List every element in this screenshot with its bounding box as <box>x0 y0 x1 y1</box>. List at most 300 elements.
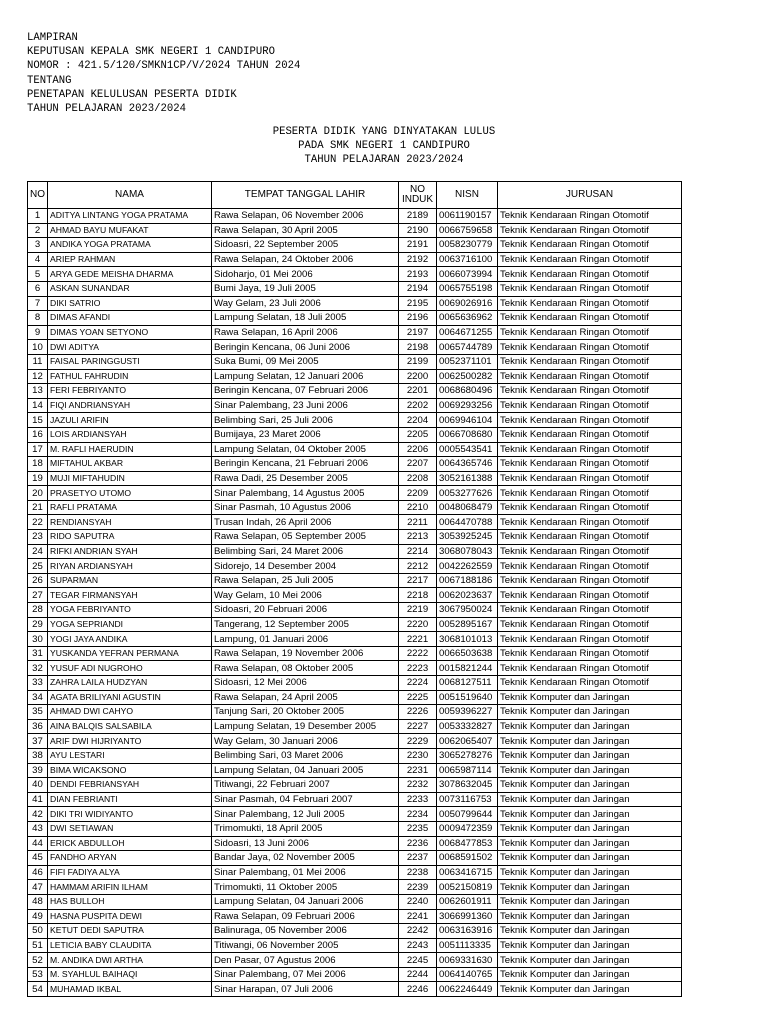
table-row <box>28 734 682 749</box>
cell-no: 22 <box>28 515 48 530</box>
cell-jurusan: Teknik Kendaraan Ringan Otomotif <box>498 252 682 267</box>
header-nisn: NISN <box>437 182 498 209</box>
cell-jurusan: Teknik Kendaraan Ringan Otomotif <box>498 325 682 340</box>
cell-nisn: 0068591502 <box>437 851 498 866</box>
cell-jurusan: Teknik Kendaraan Ringan Otomotif <box>498 632 682 647</box>
cell-tempat-tanggal-lahir: Sidoasri, 22 September 2005 <box>212 238 399 253</box>
cell-no: 6 <box>28 281 48 296</box>
cell-tempat-tanggal-lahir: Lampung Selatan, 04 Januari 2006 <box>212 894 399 909</box>
cell-no-induk: 2194 <box>399 281 437 296</box>
table-row <box>28 719 682 734</box>
cell-nisn: 0069331630 <box>437 953 498 968</box>
cell-jurusan: Teknik Kendaraan Ringan Otomotif <box>498 238 682 253</box>
cell-nisn: 0052895167 <box>437 617 498 632</box>
cell-tempat-tanggal-lahir: Sinar Harapan, 07 Juli 2006 <box>212 982 399 997</box>
table-row <box>28 676 682 691</box>
cell-tempat-tanggal-lahir: Belimbing Sari, 24 Maret 2006 <box>212 544 399 559</box>
cell-nama: JAZULI ARIFIN <box>48 413 212 428</box>
cell-jurusan: Teknik Komputer dan Jaringan <box>498 967 682 982</box>
cell-tempat-tanggal-lahir: Sinar Pasmah, 10 Agustus 2006 <box>212 500 399 515</box>
cell-tempat-tanggal-lahir: Tangerang, 12 September 2005 <box>212 617 399 632</box>
cell-nisn: 3068101013 <box>437 632 498 647</box>
cell-tempat-tanggal-lahir: Sidoharjo, 01 Mei 2006 <box>212 267 399 282</box>
cell-nama: ERICK ABDULLOH <box>48 836 212 851</box>
cell-jurusan: Teknik Kendaraan Ringan Otomotif <box>498 573 682 588</box>
cell-no: 40 <box>28 778 48 793</box>
cell-tempat-tanggal-lahir: Sinar Palembang, 01 Mei 2006 <box>212 865 399 880</box>
cell-nisn: 0065636962 <box>437 311 498 326</box>
cell-no: 38 <box>28 748 48 763</box>
cell-no-induk: 2193 <box>399 267 437 282</box>
table-row <box>28 209 682 224</box>
cell-nama: RAFLI PRATAMA <box>48 500 212 515</box>
cell-no-induk: 2213 <box>399 530 437 545</box>
table-row <box>28 953 682 968</box>
cell-no: 1 <box>28 209 48 224</box>
cell-nama: FAISAL PARINGGUSTI <box>48 354 212 369</box>
cell-nisn: 0068127511 <box>437 676 498 691</box>
cell-jurusan: Teknik Komputer dan Jaringan <box>498 938 682 953</box>
cell-no-induk: 2189 <box>399 209 437 224</box>
cell-jurusan: Teknik Kendaraan Ringan Otomotif <box>498 646 682 661</box>
cell-nama: YOGA FEBRIYANTO <box>48 603 212 618</box>
cell-nisn: 0062601911 <box>437 894 498 909</box>
table-row <box>28 354 682 369</box>
cell-no: 19 <box>28 471 48 486</box>
cell-no: 54 <box>28 982 48 997</box>
cell-nisn: 0062246449 <box>437 982 498 997</box>
cell-nama: HASNA PUSPITA DEWI <box>48 909 212 924</box>
cell-nisn: 3065278276 <box>437 748 498 763</box>
cell-nama: KETUT DEDI SAPUTRA <box>48 924 212 939</box>
cell-no-induk: 2232 <box>399 778 437 793</box>
cell-nisn: 3078632045 <box>437 778 498 793</box>
table-row <box>28 544 682 559</box>
cell-no-induk: 2239 <box>399 880 437 895</box>
table-row <box>28 515 682 530</box>
cell-no-induk: 2211 <box>399 515 437 530</box>
cell-nisn: 3068078043 <box>437 544 498 559</box>
cell-nama: HAMMAM ARIFIN ILHAM <box>48 880 212 895</box>
cell-no-induk: 2223 <box>399 661 437 676</box>
cell-nama: RIYAN ARDIANSYAH <box>48 559 212 574</box>
cell-nisn: 0053277626 <box>437 486 498 501</box>
cell-no-induk: 2217 <box>399 573 437 588</box>
table-row <box>28 632 682 647</box>
table-row <box>28 530 682 545</box>
cell-jurusan: Teknik Komputer dan Jaringan <box>498 909 682 924</box>
table-row <box>28 427 682 442</box>
cell-no-induk: 2229 <box>399 734 437 749</box>
cell-no-induk: 2191 <box>399 238 437 253</box>
cell-tempat-tanggal-lahir: Lampung Selatan, 04 Oktober 2005 <box>212 442 399 457</box>
cell-jurusan: Teknik Kendaraan Ringan Otomotif <box>498 603 682 618</box>
cell-no: 5 <box>28 267 48 282</box>
cell-no-induk: 2221 <box>399 632 437 647</box>
cell-nama: YUSKANDA YEFRAN PERMANA <box>48 646 212 661</box>
cell-no-induk: 2201 <box>399 384 437 399</box>
cell-jurusan: Teknik Kendaraan Ringan Otomotif <box>498 369 682 384</box>
cell-jurusan: Teknik Kendaraan Ringan Otomotif <box>498 398 682 413</box>
cell-nama: BIMA WICAKSONO <box>48 763 212 778</box>
cell-jurusan: Teknik Kendaraan Ringan Otomotif <box>498 296 682 311</box>
graduates-table <box>27 181 682 997</box>
cell-jurusan: Teknik Kendaraan Ringan Otomotif <box>498 588 682 603</box>
cell-jurusan: Teknik Komputer dan Jaringan <box>498 894 682 909</box>
cell-no-induk: 2205 <box>399 427 437 442</box>
header-lampiran: LAMPIRAN <box>27 32 78 44</box>
cell-no: 44 <box>28 836 48 851</box>
cell-nisn: 3053925245 <box>437 530 498 545</box>
cell-tempat-tanggal-lahir: Titiwangi, 22 Februari 2007 <box>212 778 399 793</box>
cell-no-induk: 2197 <box>399 325 437 340</box>
table-row <box>28 807 682 822</box>
cell-tempat-tanggal-lahir: Lampung, 01 Januari 2006 <box>212 632 399 647</box>
cell-jurusan: Teknik Kendaraan Ringan Otomotif <box>498 486 682 501</box>
cell-nisn: 0052150819 <box>437 880 498 895</box>
cell-no-induk: 2241 <box>399 909 437 924</box>
cell-no: 10 <box>28 340 48 355</box>
cell-no-induk: 2244 <box>399 967 437 982</box>
table-row <box>28 661 682 676</box>
cell-nisn: 0066503638 <box>437 646 498 661</box>
cell-no-induk: 2199 <box>399 354 437 369</box>
cell-jurusan: Teknik Kendaraan Ringan Otomotif <box>498 617 682 632</box>
cell-no: 33 <box>28 676 48 691</box>
cell-nisn: 0052371101 <box>437 354 498 369</box>
table-row <box>28 851 682 866</box>
table-row <box>28 296 682 311</box>
cell-tempat-tanggal-lahir: Beringin Kencana, 06 Juni 2006 <box>212 340 399 355</box>
cell-no: 46 <box>28 865 48 880</box>
cell-tempat-tanggal-lahir: Bandar Jaya, 02 November 2005 <box>212 851 399 866</box>
cell-jurusan: Teknik Kendaraan Ringan Otomotif <box>498 530 682 545</box>
cell-no: 18 <box>28 457 48 472</box>
cell-no-induk: 2238 <box>399 865 437 880</box>
table-row <box>28 573 682 588</box>
cell-no-induk: 2227 <box>399 719 437 734</box>
cell-no: 31 <box>28 646 48 661</box>
table-row <box>28 281 682 296</box>
cell-no: 37 <box>28 734 48 749</box>
document-header <box>27 31 300 116</box>
cell-tempat-tanggal-lahir: Sidoasri, 12 Mei 2006 <box>212 676 399 691</box>
cell-no-induk: 2209 <box>399 486 437 501</box>
cell-nisn: 0069026916 <box>437 296 498 311</box>
cell-tempat-tanggal-lahir: Way Gelam, 30 Januari 2006 <box>212 734 399 749</box>
table-row <box>28 398 682 413</box>
cell-no: 47 <box>28 880 48 895</box>
header-no-induk-line1: NO <box>410 184 425 195</box>
cell-no-induk: 2195 <box>399 296 437 311</box>
cell-nama: DIKI SATRIO <box>48 296 212 311</box>
cell-no-induk: 2214 <box>399 544 437 559</box>
table-row <box>28 340 682 355</box>
cell-jurusan: Teknik Komputer dan Jaringan <box>498 924 682 939</box>
table-row <box>28 559 682 574</box>
cell-nama: FERI FEBRIYANTO <box>48 384 212 399</box>
cell-nisn: 0073116753 <box>437 792 498 807</box>
cell-nisn: 0066708680 <box>437 427 498 442</box>
cell-jurusan: Teknik Komputer dan Jaringan <box>498 836 682 851</box>
table-row <box>28 252 682 267</box>
cell-jurusan: Teknik Kendaraan Ringan Otomotif <box>498 354 682 369</box>
cell-no: 30 <box>28 632 48 647</box>
cell-tempat-tanggal-lahir: Lampung Selatan, 04 Januari 2005 <box>212 763 399 778</box>
table-row <box>28 238 682 253</box>
cell-jurusan: Teknik Komputer dan Jaringan <box>498 807 682 822</box>
cell-jurusan: Teknik Komputer dan Jaringan <box>498 851 682 866</box>
cell-jurusan: Teknik Kendaraan Ringan Otomotif <box>498 223 682 238</box>
cell-no-induk: 2212 <box>399 559 437 574</box>
cell-no-induk: 2206 <box>399 442 437 457</box>
cell-tempat-tanggal-lahir: Lampung Selatan, 19 Desember 2005 <box>212 719 399 734</box>
cell-jurusan: Teknik Komputer dan Jaringan <box>498 953 682 968</box>
cell-nama: YOGI JAYA ANDIKA <box>48 632 212 647</box>
cell-jurusan: Teknik Kendaraan Ringan Otomotif <box>498 311 682 326</box>
cell-jurusan: Teknik Kendaraan Ringan Otomotif <box>498 427 682 442</box>
cell-no: 9 <box>28 325 48 340</box>
cell-jurusan: Teknik Komputer dan Jaringan <box>498 880 682 895</box>
cell-nisn: 0062500282 <box>437 369 498 384</box>
cell-no-induk: 2204 <box>399 413 437 428</box>
cell-no: 50 <box>28 924 48 939</box>
cell-jurusan: Teknik Kendaraan Ringan Otomotif <box>498 559 682 574</box>
cell-nisn: 0059396227 <box>437 705 498 720</box>
table-row <box>28 967 682 982</box>
cell-tempat-tanggal-lahir: Trusan Indah, 26 April 2006 <box>212 515 399 530</box>
cell-jurusan: Teknik Komputer dan Jaringan <box>498 982 682 997</box>
cell-nama: ADITYA LINTANG YOGA PRATAMA <box>48 209 212 224</box>
cell-tempat-tanggal-lahir: Suka Bumi, 09 Mei 2005 <box>212 354 399 369</box>
cell-no: 36 <box>28 719 48 734</box>
cell-nisn: 0065755198 <box>437 281 498 296</box>
cell-nama: RIDO SAPUTRA <box>48 530 212 545</box>
cell-nama: YUSUF ADI NUGROHO <box>48 661 212 676</box>
cell-no: 12 <box>28 369 48 384</box>
table-header-row <box>28 182 682 209</box>
cell-jurusan: Teknik Komputer dan Jaringan <box>498 734 682 749</box>
cell-tempat-tanggal-lahir: Bumijaya, 23 Maret 2006 <box>212 427 399 442</box>
table-row <box>28 705 682 720</box>
cell-no-induk: 2196 <box>399 311 437 326</box>
cell-no: 16 <box>28 427 48 442</box>
header-year: TAHUN PELAJARAN 2023/2024 <box>27 103 186 116</box>
cell-no: 45 <box>28 851 48 866</box>
cell-tempat-tanggal-lahir: Belimbing Sari, 25 Juli 2006 <box>212 413 399 428</box>
cell-no-induk: 2233 <box>399 792 437 807</box>
cell-jurusan: Teknik Komputer dan Jaringan <box>498 690 682 705</box>
cell-jurusan: Teknik Kendaraan Ringan Otomotif <box>498 544 682 559</box>
cell-no: 21 <box>28 500 48 515</box>
cell-no: 25 <box>28 559 48 574</box>
cell-nisn: 0067188186 <box>437 573 498 588</box>
cell-nama: DENDI FEBRIANSYAH <box>48 778 212 793</box>
cell-tempat-tanggal-lahir: Trimomukti, 11 Oktober 2005 <box>212 880 399 895</box>
cell-no: 35 <box>28 705 48 720</box>
cell-jurusan: Teknik Kendaraan Ringan Otomotif <box>498 340 682 355</box>
title-line-1: PESERTA DIDIK YANG DINYATAKAN LULUS <box>272 126 496 138</box>
cell-nisn: 0050799644 <box>437 807 498 822</box>
cell-jurusan: Teknik Komputer dan Jaringan <box>498 865 682 880</box>
cell-nama: LOIS ARDIANSYAH <box>48 427 212 442</box>
cell-no-induk: 2235 <box>399 821 437 836</box>
cell-tempat-tanggal-lahir: Rawa Selapan, 25 Juli 2005 <box>212 573 399 588</box>
cell-tempat-tanggal-lahir: Sidorejo, 14 Desember 2004 <box>212 559 399 574</box>
cell-nama: MUHAMAD IKBAL <box>48 982 212 997</box>
cell-nama: FATHUL FAHRUDIN <box>48 369 212 384</box>
cell-nama: AHMAD BAYU MUFAKAT <box>48 223 212 238</box>
cell-nama: AHMAD DWI CAHYO <box>48 705 212 720</box>
cell-nama: PRASETYO UTOMO <box>48 486 212 501</box>
cell-tempat-tanggal-lahir: Den Pasar, 07 Agustus 2006 <box>212 953 399 968</box>
cell-tempat-tanggal-lahir: Belimbing Sari, 03 Maret 2006 <box>212 748 399 763</box>
cell-nama: M. ANDIKA DWI ARTHA <box>48 953 212 968</box>
cell-nama: DIKI TRI WIDIYANTO <box>48 807 212 822</box>
table-row <box>28 369 682 384</box>
cell-nisn: 3052161388 <box>437 471 498 486</box>
cell-nama: MIFTAHUL AKBAR <box>48 457 212 472</box>
table-row <box>28 500 682 515</box>
cell-no-induk: 2237 <box>399 851 437 866</box>
cell-jurusan: Teknik Kendaraan Ringan Otomotif <box>498 676 682 691</box>
cell-jurusan: Teknik Komputer dan Jaringan <box>498 821 682 836</box>
header-no: NO <box>28 182 48 209</box>
cell-jurusan: Teknik Kendaraan Ringan Otomotif <box>498 267 682 282</box>
cell-tempat-tanggal-lahir: Rawa Selapan, 16 April 2006 <box>212 325 399 340</box>
cell-nisn: 0068477853 <box>437 836 498 851</box>
cell-no: 7 <box>28 296 48 311</box>
cell-nama: ARIF DWI HIJRIYANTO <box>48 734 212 749</box>
cell-tempat-tanggal-lahir: Rawa Selapan, 24 Oktober 2006 <box>212 252 399 267</box>
cell-jurusan: Teknik Kendaraan Ringan Otomotif <box>498 384 682 399</box>
cell-tempat-tanggal-lahir: Way Gelam, 10 Mei 2006 <box>212 588 399 603</box>
cell-no: 51 <box>28 938 48 953</box>
header-no-induk-line2: INDUK <box>401 194 434 205</box>
cell-no-induk: 2243 <box>399 938 437 953</box>
cell-tempat-tanggal-lahir: Sidoasri, 20 Februari 2006 <box>212 603 399 618</box>
cell-no-induk: 2245 <box>399 953 437 968</box>
cell-nama: FANDHO ARYAN <box>48 851 212 866</box>
cell-no-induk: 2207 <box>399 457 437 472</box>
cell-nama: MUJI MIFTAHUDIN <box>48 471 212 486</box>
cell-nama: AINA BALQIS SALSABILA <box>48 719 212 734</box>
cell-nisn: 0066759658 <box>437 223 498 238</box>
cell-no-induk: 2202 <box>399 398 437 413</box>
cell-no-induk: 2200 <box>399 369 437 384</box>
cell-no-induk: 2219 <box>399 603 437 618</box>
table-row <box>28 471 682 486</box>
cell-no-induk: 2198 <box>399 340 437 355</box>
cell-tempat-tanggal-lahir: Lampung Selatan, 12 Januari 2006 <box>212 369 399 384</box>
cell-no: 53 <box>28 967 48 982</box>
cell-nisn: 0063716100 <box>437 252 498 267</box>
cell-nama: SUPARMAN <box>48 573 212 588</box>
table-row <box>28 311 682 326</box>
cell-nisn: 0064140765 <box>437 967 498 982</box>
cell-no: 39 <box>28 763 48 778</box>
cell-nisn: 3067950024 <box>437 603 498 618</box>
table-row <box>28 982 682 997</box>
cell-nama: FIFI FADIYA ALYA <box>48 865 212 880</box>
cell-no-induk: 2231 <box>399 763 437 778</box>
cell-no: 13 <box>28 384 48 399</box>
table-row <box>28 836 682 851</box>
cell-tempat-tanggal-lahir: Sinar Palembang, 23 Juni 2006 <box>212 398 399 413</box>
cell-no-induk: 2208 <box>399 471 437 486</box>
cell-no: 3 <box>28 238 48 253</box>
cell-nisn: 0064671255 <box>437 325 498 340</box>
cell-no: 15 <box>28 413 48 428</box>
table-body <box>28 209 682 997</box>
cell-no: 8 <box>28 311 48 326</box>
cell-nisn: 0066073994 <box>437 267 498 282</box>
cell-nama: ANDIKA YOGA PRATAMA <box>48 238 212 253</box>
table-row <box>28 938 682 953</box>
document-title <box>0 126 768 167</box>
cell-tempat-tanggal-lahir: Bumi Jaya, 19 Juli 2005 <box>212 281 399 296</box>
cell-nama: RENDIANSYAH <box>48 515 212 530</box>
table-row <box>28 646 682 661</box>
table-row <box>28 413 682 428</box>
table-row <box>28 924 682 939</box>
table-row <box>28 325 682 340</box>
cell-tempat-tanggal-lahir: Rawa Selapan, 08 Oktober 2005 <box>212 661 399 676</box>
cell-no: 32 <box>28 661 48 676</box>
cell-nisn: 0069293256 <box>437 398 498 413</box>
cell-nisn: 3066991360 <box>437 909 498 924</box>
cell-no: 24 <box>28 544 48 559</box>
cell-tempat-tanggal-lahir: Sinar Palembang, 12 Juli 2005 <box>212 807 399 822</box>
cell-no: 4 <box>28 252 48 267</box>
cell-nisn: 0061190157 <box>437 209 498 224</box>
cell-no: 11 <box>28 354 48 369</box>
cell-tempat-tanggal-lahir: Trimomukti, 18 April 2005 <box>212 821 399 836</box>
cell-jurusan: Teknik Komputer dan Jaringan <box>498 792 682 807</box>
cell-no-induk: 2240 <box>399 894 437 909</box>
cell-nama: AGATA BRILIYANI AGUSTIN <box>48 690 212 705</box>
cell-jurusan: Teknik Kendaraan Ringan Otomotif <box>498 500 682 515</box>
cell-tempat-tanggal-lahir: Beringin Kencana, 21 Februari 2006 <box>212 457 399 472</box>
cell-nama: TEGAR FIRMANSYAH <box>48 588 212 603</box>
cell-nama: ASKAN SUNANDAR <box>48 281 212 296</box>
header-tentang: TENTANG <box>27 74 72 87</box>
cell-jurusan: Teknik Kendaraan Ringan Otomotif <box>498 471 682 486</box>
table-row <box>28 821 682 836</box>
table-row <box>28 792 682 807</box>
cell-nisn: 0065987114 <box>437 763 498 778</box>
cell-no-induk: 2190 <box>399 223 437 238</box>
table-row <box>28 763 682 778</box>
title-line-2: PADA SMK NEGERI 1 CANDIPURO <box>298 139 470 152</box>
table-row <box>28 384 682 399</box>
cell-jurusan: Teknik Komputer dan Jaringan <box>498 719 682 734</box>
cell-nisn: 0015821244 <box>437 661 498 676</box>
cell-nama: DIMAS YOAN SETYONO <box>48 325 212 340</box>
cell-tempat-tanggal-lahir: Rawa Dadi, 25 Desember 2005 <box>212 471 399 486</box>
cell-tempat-tanggal-lahir: Rawa Selapan, 24 April 2005 <box>212 690 399 705</box>
cell-nisn: 0068680496 <box>437 384 498 399</box>
table-row <box>28 603 682 618</box>
cell-jurusan: Teknik Komputer dan Jaringan <box>498 778 682 793</box>
table-row <box>28 778 682 793</box>
cell-no-induk: 2226 <box>399 705 437 720</box>
cell-nama: DIAN FEBRIANTI <box>48 792 212 807</box>
cell-nisn: 0053332827 <box>437 719 498 734</box>
cell-nisn: 0048068479 <box>437 500 498 515</box>
cell-nama: ZAHRA LAILA HUDZYAN <box>48 676 212 691</box>
cell-tempat-tanggal-lahir: Balinuraga, 05 November 2006 <box>212 924 399 939</box>
